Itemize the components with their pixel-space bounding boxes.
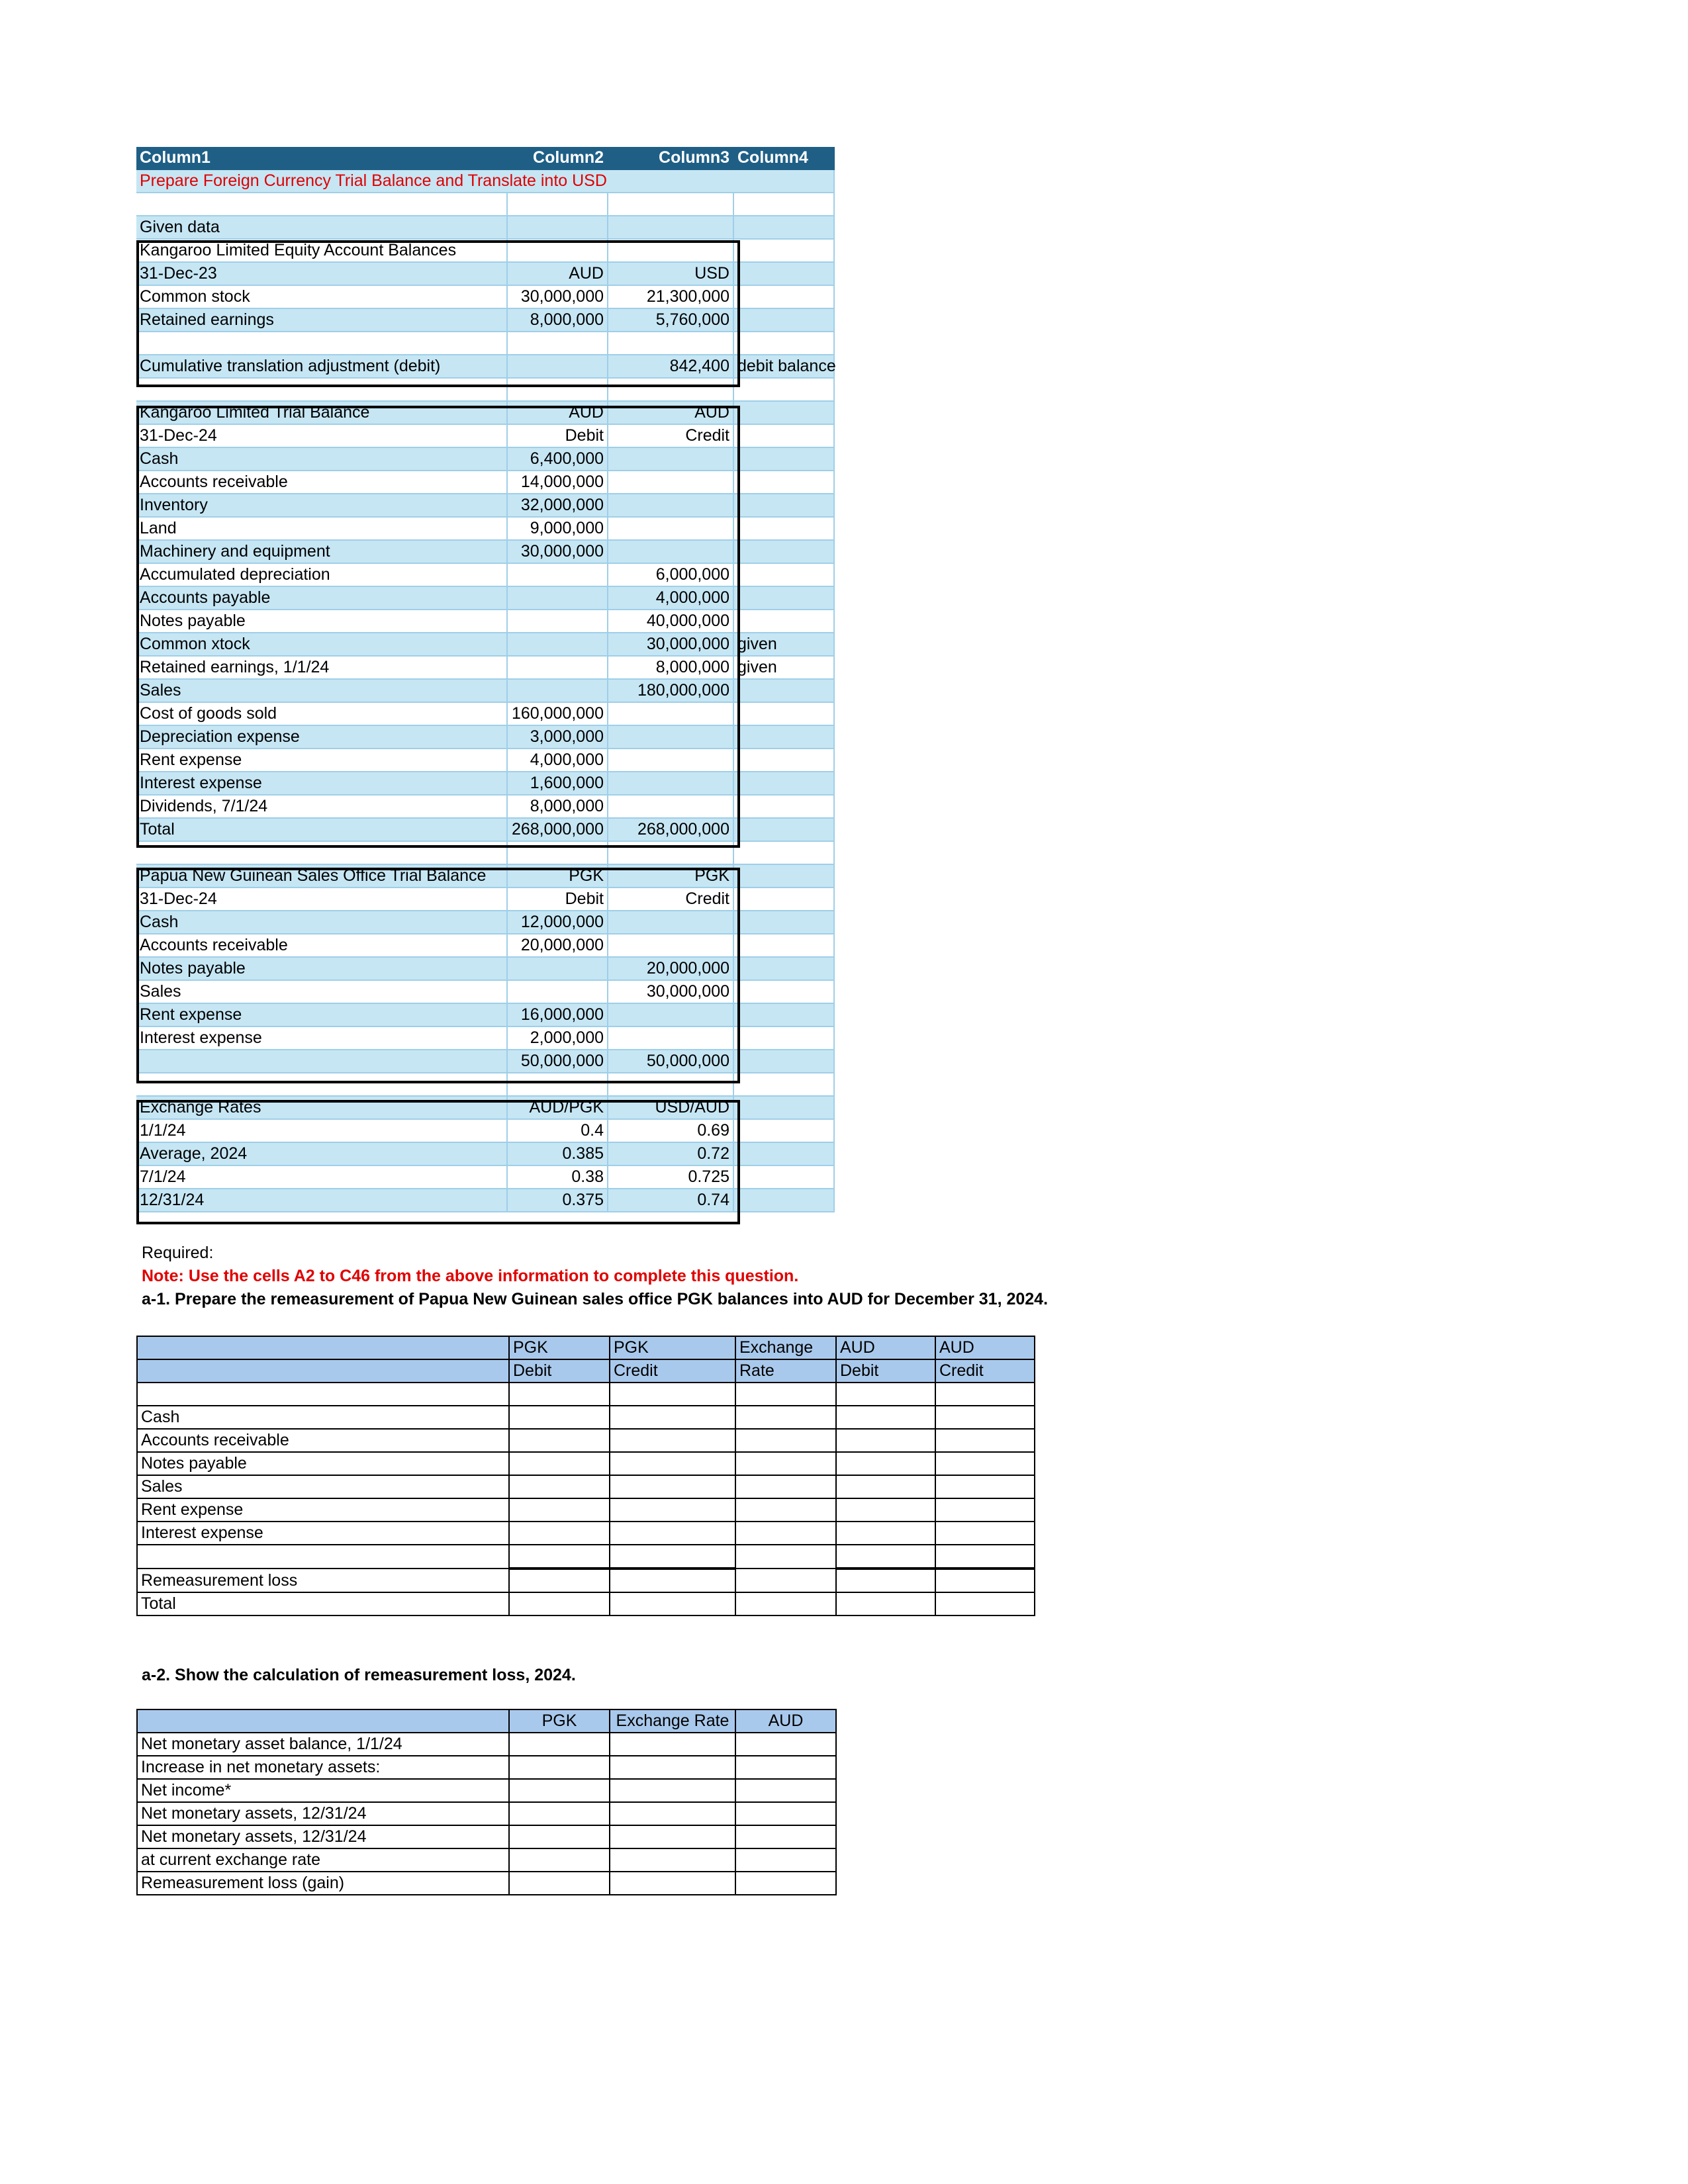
a2-row xyxy=(137,1802,836,1825)
kangaroo-tb-row xyxy=(136,725,834,749)
row-note xyxy=(733,679,834,702)
account-name: Sales xyxy=(136,980,507,1003)
debit-amount: 20,000,000 xyxy=(507,934,608,957)
credit-amount xyxy=(608,934,733,957)
credit-amount xyxy=(608,517,733,540)
account-name: Rent expense xyxy=(137,1498,509,1522)
credit-amount xyxy=(608,749,733,772)
credit-amount xyxy=(608,725,733,749)
a1-row xyxy=(137,1429,1035,1452)
answer-cell[interactable] xyxy=(735,1383,836,1406)
credit-amount xyxy=(608,795,733,818)
kangaroo-tb-row xyxy=(136,633,834,656)
given-data-label: Given data xyxy=(136,216,507,239)
account-name: Inventory xyxy=(136,494,507,517)
answer-cell[interactable] xyxy=(610,1569,735,1592)
a2-row xyxy=(137,1733,836,1756)
account-name: Interest expense xyxy=(136,772,507,795)
answer-cell[interactable] xyxy=(509,1825,610,1848)
account-name: Interest expense xyxy=(137,1522,509,1545)
kangaroo-tb-row xyxy=(136,656,834,679)
account-name: Sales xyxy=(136,679,507,702)
answer-cell[interactable] xyxy=(735,1545,836,1569)
answer-cell[interactable] xyxy=(509,1522,610,1545)
credit-amount: 30,000,000 xyxy=(608,980,733,1003)
answer-cell[interactable] xyxy=(610,1406,735,1429)
answer-cell[interactable] xyxy=(735,1475,836,1498)
kangaroo-tb-row xyxy=(136,610,834,633)
account-name: Total xyxy=(136,818,507,841)
row-note xyxy=(733,563,834,586)
account-name: Notes payable xyxy=(136,610,507,633)
rate-row xyxy=(136,1165,834,1189)
row-label: Net monetary asset balance, 1/1/24 xyxy=(137,1733,509,1756)
kangaroo-tb-row xyxy=(136,447,834,471)
rate-date: 1/1/24 xyxy=(136,1119,507,1142)
answer-cell[interactable] xyxy=(836,1545,935,1569)
row-note xyxy=(733,702,834,725)
a1-header-row-1: PGK PGK Exchange AUD AUD xyxy=(137,1336,1035,1359)
png-tb-row xyxy=(136,1050,834,1073)
kangaroo-tb-title: Kangaroo Limited Trial Balance xyxy=(136,401,507,424)
row-label: Remeasurement loss (gain) xyxy=(137,1872,509,1895)
column3-header[interactable]: Column3 xyxy=(608,147,733,169)
account-name: Accounts receivable xyxy=(136,934,507,957)
account-name: Dividends, 7/1/24 xyxy=(136,795,507,818)
account-name: Land xyxy=(136,517,507,540)
question-a1: a-1. Prepare the remeasurement of Papua New Guinean sales office PGK balances into AUD for December 31, 2024. xyxy=(142,1290,1049,1308)
answer-cell[interactable] xyxy=(735,1592,836,1615)
answer-cell[interactable] xyxy=(509,1475,610,1498)
png-tb-row xyxy=(136,1026,834,1050)
account-name: Common xtock xyxy=(136,633,507,656)
png-tb-rows xyxy=(136,911,834,1073)
account-name: Notes payable xyxy=(137,1452,509,1475)
rate-row xyxy=(136,1142,834,1165)
usd-aud-rate: 0.74 xyxy=(608,1189,733,1212)
account-name: Accumulated depreciation xyxy=(136,563,507,586)
answer-cell[interactable] xyxy=(836,1406,935,1429)
kangaroo-tb-row xyxy=(136,818,834,841)
kangaroo-tb-row xyxy=(136,586,834,610)
png-tb-row xyxy=(136,957,834,980)
credit-amount xyxy=(608,911,733,934)
debit-amount: 3,000,000 xyxy=(507,725,608,749)
row-note xyxy=(733,725,834,749)
a1-row xyxy=(137,1569,1035,1592)
answer-cell[interactable] xyxy=(610,1522,735,1545)
row-note xyxy=(733,471,834,494)
kangaroo-tb-row xyxy=(136,494,834,517)
answer-cell[interactable] xyxy=(836,1383,935,1406)
row-label: Increase in net monetary assets: xyxy=(137,1756,509,1779)
credit-amount xyxy=(608,447,733,471)
debit-amount xyxy=(507,563,608,586)
question-a2: a-2. Show the calculation of remeasurement loss, 2024. xyxy=(142,1666,576,1684)
cta-note: debit balance xyxy=(733,355,834,378)
rate-date: 7/1/24 xyxy=(136,1165,507,1189)
required-note: Note: Use the cells A2 to C46 from the above information to complete this question. xyxy=(142,1267,799,1285)
debit-amount xyxy=(507,633,608,656)
column4-header[interactable]: Column4 xyxy=(733,147,834,169)
answer-cell[interactable] xyxy=(610,1872,735,1895)
answer-cell[interactable] xyxy=(935,1406,1035,1429)
account-name: Interest expense xyxy=(136,1026,507,1050)
usd-aud-rate: 0.72 xyxy=(608,1142,733,1165)
debit-amount: 9,000,000 xyxy=(507,517,608,540)
account-name: Sales xyxy=(137,1475,509,1498)
png-tb-row xyxy=(136,1003,834,1026)
answer-cell[interactable] xyxy=(735,1802,836,1825)
answer-cell[interactable] xyxy=(735,1756,836,1779)
a2-remeasurement-loss-table xyxy=(136,1709,837,1895)
debit-amount: 160,000,000 xyxy=(507,702,608,725)
account-name: Cash xyxy=(137,1406,509,1429)
rate-date: 12/31/24 xyxy=(136,1189,507,1212)
account-name: Accounts receivable xyxy=(137,1429,509,1452)
answer-cell[interactable] xyxy=(836,1475,935,1498)
kangaroo-tb-rows xyxy=(136,447,834,841)
account-name: Cash xyxy=(136,911,507,934)
answer-cell[interactable] xyxy=(509,1872,610,1895)
answer-cell[interactable] xyxy=(509,1802,610,1825)
a2-row xyxy=(137,1825,836,1848)
account-name: Accounts receivable xyxy=(136,471,507,494)
credit-amount: 6,000,000 xyxy=(608,563,733,586)
answer-cell[interactable] xyxy=(610,1429,735,1452)
png-tb-row xyxy=(136,934,834,957)
row-note xyxy=(733,818,834,841)
credit-amount: 50,000,000 xyxy=(608,1050,733,1073)
answer-cell[interactable] xyxy=(935,1569,1035,1592)
kangaroo-tb-row xyxy=(136,471,834,494)
row-note xyxy=(733,772,834,795)
a1-remeasurement-table xyxy=(136,1336,1035,1616)
row-note xyxy=(733,447,834,471)
answer-cell[interactable] xyxy=(935,1383,1035,1406)
answer-cell[interactable] xyxy=(935,1592,1035,1615)
cta-row: Cumulative translation adjustment (debit) 842,400 debit balance xyxy=(136,355,834,378)
png-tb-row xyxy=(136,980,834,1003)
debit-amount: 16,000,000 xyxy=(507,1003,608,1026)
debit-amount: 6,400,000 xyxy=(507,447,608,471)
account-name xyxy=(136,1050,507,1073)
a2-row xyxy=(137,1872,836,1895)
a1-row xyxy=(137,1475,1035,1498)
usd-aud-rate: 0.69 xyxy=(608,1119,733,1142)
answer-cell[interactable] xyxy=(935,1429,1035,1452)
aud-pgk-rate: 0.385 xyxy=(507,1142,608,1165)
row-note xyxy=(733,749,834,772)
answer-cell[interactable] xyxy=(935,1545,1035,1569)
cta-value: 842,400 xyxy=(608,355,733,378)
row-note: given xyxy=(733,633,834,656)
rate-date: Average, 2024 xyxy=(136,1142,507,1165)
answer-cell[interactable] xyxy=(836,1592,935,1615)
answer-cell[interactable] xyxy=(735,1733,836,1756)
account-name: Machinery and equipment xyxy=(136,540,507,563)
answer-cell[interactable] xyxy=(610,1779,735,1802)
answer-cell[interactable] xyxy=(735,1825,836,1848)
a2-header-row: PGK Exchange Rate AUD xyxy=(137,1709,836,1733)
debit-amount: 30,000,000 xyxy=(507,540,608,563)
credit-amount xyxy=(608,471,733,494)
account-name: Accounts payable xyxy=(136,586,507,610)
debit-amount xyxy=(507,679,608,702)
credit-amount xyxy=(608,1026,733,1050)
a2-row xyxy=(137,1756,836,1779)
answer-cell[interactable] xyxy=(935,1452,1035,1475)
rate-row xyxy=(136,1189,834,1212)
row-note: given xyxy=(733,656,834,679)
credit-amount: 30,000,000 xyxy=(608,633,733,656)
credit-amount xyxy=(608,772,733,795)
equity-row: Retained earnings 8,000,000 5,760,000 xyxy=(136,308,834,332)
debit-amount xyxy=(507,610,608,633)
kangaroo-tb-row xyxy=(136,749,834,772)
answer-cell[interactable] xyxy=(509,1848,610,1872)
kangaroo-tb-row xyxy=(136,702,834,725)
debit-amount: 268,000,000 xyxy=(507,818,608,841)
answer-cell[interactable] xyxy=(735,1779,836,1802)
kangaroo-tb-row xyxy=(136,795,834,818)
debit-amount: 4,000,000 xyxy=(507,749,608,772)
answer-cell[interactable] xyxy=(935,1522,1035,1545)
a1-row xyxy=(137,1452,1035,1475)
credit-amount: 4,000,000 xyxy=(608,586,733,610)
aud-pgk-rate: 0.38 xyxy=(507,1165,608,1189)
credit-amount: 40,000,000 xyxy=(608,610,733,633)
answer-cell[interactable] xyxy=(610,1475,735,1498)
a1-row xyxy=(137,1498,1035,1522)
row-label: at current exchange rate xyxy=(137,1848,509,1872)
sheet-title: Prepare Foreign Currency Trial Balance and Translate into USD xyxy=(136,169,834,193)
answer-cell[interactable] xyxy=(836,1498,935,1522)
account-name: Cash xyxy=(136,447,507,471)
answer-cell[interactable] xyxy=(735,1872,836,1895)
rate-row xyxy=(136,1119,834,1142)
account-name: Rent expense xyxy=(136,1003,507,1026)
account-name: Total xyxy=(137,1592,509,1615)
answer-cell[interactable] xyxy=(610,1498,735,1522)
answer-cell[interactable] xyxy=(836,1569,935,1592)
kangaroo-tb-row xyxy=(136,679,834,702)
debit-amount: 14,000,000 xyxy=(507,471,608,494)
a1-row xyxy=(137,1545,1035,1569)
answer-cell[interactable] xyxy=(610,1383,735,1406)
answer-cell[interactable] xyxy=(935,1498,1035,1522)
answer-cell[interactable] xyxy=(735,1406,836,1429)
given-data-body: Column1 Column2 Column3 Column4 Prepare Foreign Currency Trial Balance and Translate into USD Given data Kangaroo Limited Equity Account Balances 31-Dec-23 AUD USD Common stock 30,000,000 21,300,000 Retained earnings 8,000,000 5,760,000 Cumulative translation adjustment (debit) 842,400 debit balance Kangaroo Limited Trial Balance AUD AUD 31-Dec-24 Debit Credit xyxy=(136,147,834,447)
credit-amount xyxy=(608,540,733,563)
column2-header[interactable]: Column2 xyxy=(507,147,608,169)
row-label: Net monetary assets, 12/31/24 xyxy=(137,1825,509,1848)
a1-row xyxy=(137,1592,1035,1615)
credit-amount: 180,000,000 xyxy=(608,679,733,702)
a2-row xyxy=(137,1848,836,1872)
row-note xyxy=(733,610,834,633)
answer-cell[interactable] xyxy=(610,1825,735,1848)
answer-cell[interactable] xyxy=(610,1452,735,1475)
account-name: Cost of goods sold xyxy=(136,702,507,725)
row-note xyxy=(733,494,834,517)
account-name: Rent expense xyxy=(136,749,507,772)
a1-header-row-2: Debit Credit Rate Debit Credit xyxy=(137,1359,1035,1383)
answer-cell[interactable] xyxy=(935,1475,1035,1498)
answer-cell[interactable] xyxy=(610,1545,735,1569)
row-note xyxy=(733,517,834,540)
answer-cell[interactable] xyxy=(735,1498,836,1522)
answer-cell[interactable] xyxy=(836,1452,935,1475)
answer-cell[interactable] xyxy=(509,1733,610,1756)
row-note xyxy=(733,795,834,818)
credit-amount: 8,000,000 xyxy=(608,656,733,679)
answer-cell[interactable] xyxy=(836,1429,935,1452)
answer-cell[interactable] xyxy=(509,1498,610,1522)
account-name: Remeasurement loss xyxy=(137,1569,509,1592)
debit-amount xyxy=(507,586,608,610)
debit-amount: 12,000,000 xyxy=(507,911,608,934)
debit-amount: 32,000,000 xyxy=(507,494,608,517)
png-tb-title: Papua New Guinean Sales Office Trial Balance xyxy=(136,864,507,887)
column1-header[interactable]: Column1 xyxy=(136,147,507,169)
answer-cell[interactable] xyxy=(735,1429,836,1452)
answer-cell[interactable] xyxy=(509,1756,610,1779)
a1-row xyxy=(137,1406,1035,1429)
debit-amount xyxy=(507,656,608,679)
a2-row xyxy=(137,1779,836,1802)
usd-aud-rate: 0.725 xyxy=(608,1165,733,1189)
rates-title: Exchange Rates xyxy=(136,1096,507,1119)
credit-amount xyxy=(608,702,733,725)
debit-amount: 50,000,000 xyxy=(507,1050,608,1073)
credit-amount: 20,000,000 xyxy=(608,957,733,980)
answer-cell[interactable] xyxy=(509,1383,610,1406)
answer-cell[interactable] xyxy=(836,1522,935,1545)
answer-cell[interactable] xyxy=(509,1779,610,1802)
kangaroo-tb-row xyxy=(136,772,834,795)
kangaroo-tb-row xyxy=(136,517,834,540)
answer-cell[interactable] xyxy=(610,1756,735,1779)
rates-section: Exchange Rates AUD/PGK USD/AUD xyxy=(136,1073,834,1119)
aud-pgk-rate: 0.375 xyxy=(507,1189,608,1212)
equity-usd-header: USD xyxy=(608,262,733,285)
aud-pgk-rate: 0.4 xyxy=(507,1119,608,1142)
row-note xyxy=(733,586,834,610)
answer-cell[interactable] xyxy=(610,1848,735,1872)
equity-date: 31-Dec-23 xyxy=(136,262,507,285)
debit-amount: 2,000,000 xyxy=(507,1026,608,1050)
row-note xyxy=(733,540,834,563)
answer-cell[interactable] xyxy=(735,1569,836,1592)
answer-cell[interactable] xyxy=(509,1569,610,1592)
answer-cell[interactable] xyxy=(735,1848,836,1872)
debit-amount: 8,000,000 xyxy=(507,795,608,818)
answer-cell[interactable] xyxy=(610,1802,735,1825)
answer-cell[interactable] xyxy=(735,1452,836,1475)
row-label: Net income* xyxy=(137,1779,509,1802)
credit-amount xyxy=(608,494,733,517)
credit-amount xyxy=(608,1003,733,1026)
answer-cell[interactable] xyxy=(610,1592,735,1615)
account-name xyxy=(137,1545,509,1569)
row-label: Net monetary assets, 12/31/24 xyxy=(137,1802,509,1825)
debit-amount xyxy=(507,957,608,980)
answer-cell[interactable] xyxy=(735,1522,836,1545)
required-label: Required: xyxy=(142,1244,214,1262)
answer-cell[interactable] xyxy=(509,1406,610,1429)
a1-blank-row xyxy=(137,1383,1035,1406)
png-tb-row xyxy=(136,911,834,934)
png-tb-section: Papua New Guinean Sales Office Trial Balance PGK PGK 31-Dec-24 Debit Credit xyxy=(136,841,834,911)
credit-amount: 268,000,000 xyxy=(608,818,733,841)
debit-amount xyxy=(507,980,608,1003)
account-name: Notes payable xyxy=(136,957,507,980)
kangaroo-tb-row xyxy=(136,563,834,586)
answer-cell[interactable] xyxy=(509,1545,610,1569)
debit-amount: 1,600,000 xyxy=(507,772,608,795)
kangaroo-tb-row xyxy=(136,540,834,563)
answer-cell[interactable] xyxy=(610,1733,735,1756)
answer-cell[interactable] xyxy=(509,1592,610,1615)
account-name: Retained earnings, 1/1/24 xyxy=(136,656,507,679)
given-data-sheet xyxy=(136,147,835,1212)
rates-rows xyxy=(136,1119,834,1212)
column-header-row xyxy=(136,147,834,169)
equity-title: Kangaroo Limited Equity Account Balances xyxy=(136,239,507,262)
account-name: Depreciation expense xyxy=(136,725,507,749)
answer-cell[interactable] xyxy=(509,1452,610,1475)
equity-row: Common stock 30,000,000 21,300,000 xyxy=(136,285,834,308)
answer-cell[interactable] xyxy=(509,1429,610,1452)
equity-aud-header: AUD xyxy=(507,262,608,285)
a1-row xyxy=(137,1522,1035,1545)
